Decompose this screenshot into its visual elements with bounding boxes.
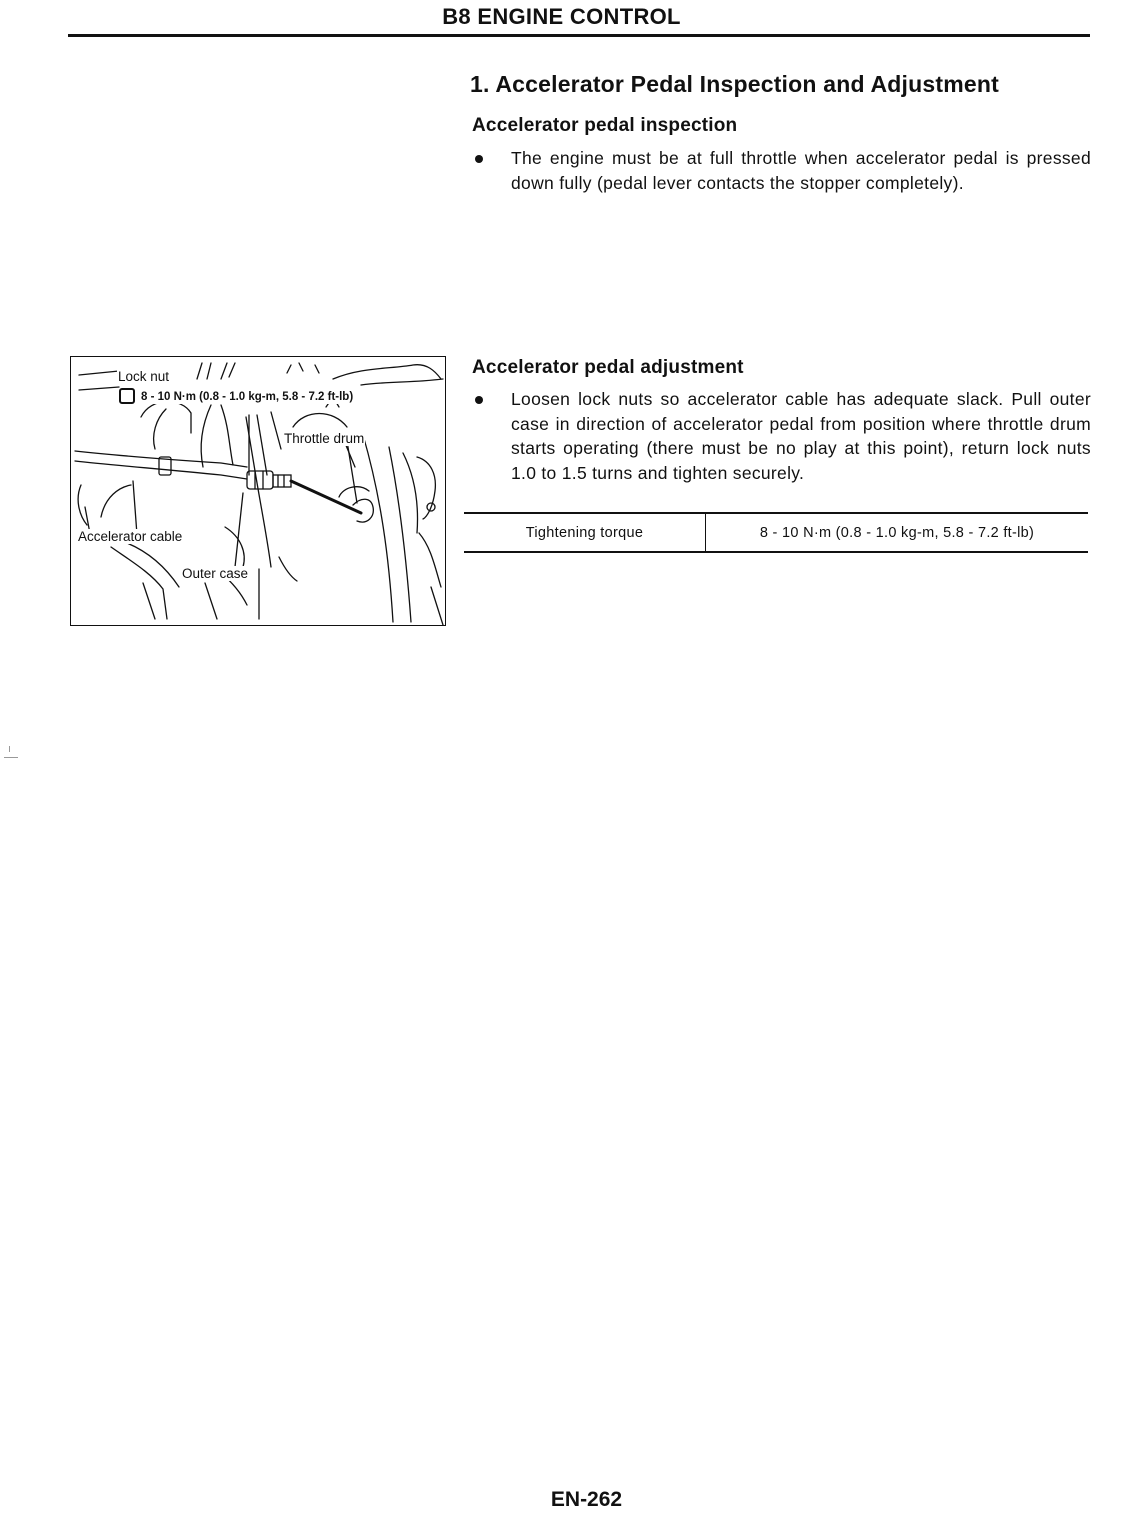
adjustment-heading: Accelerator pedal adjustment bbox=[472, 357, 744, 378]
torque-wrench-icon bbox=[119, 388, 135, 404]
inspection-heading: Accelerator pedal inspection bbox=[472, 115, 738, 136]
inspection-text: The engine must be at full throttle when accelerator pedal is pressed down fully (pedal lever contacts the stopper completely). bbox=[511, 148, 1091, 193]
adjustment-text: Loosen lock nuts so accelerator cable has adequate slack. Pull outer case in direction of accelerator pedal from position where throttle drum starts operating (there must be no play at this point), return lock nuts 1.0 to 1.5 turns and tighten securely. bbox=[511, 389, 1091, 483]
bullet-icon bbox=[475, 155, 483, 163]
header-rule bbox=[68, 34, 1090, 37]
table-row bbox=[464, 513, 1088, 552]
accelerator-cable-label: Accelerator cable bbox=[78, 529, 183, 544]
spec-value: 8 - 10 N·m (0.8 - 1.0 kg-m, 5.8 - 7.2 ft-lb) bbox=[706, 513, 1089, 552]
bullet-icon bbox=[475, 396, 483, 404]
page-number: EN-262 bbox=[550, 1488, 623, 1511]
throttle-drum-label: Throttle drum bbox=[284, 431, 365, 446]
accelerator-cable-figure bbox=[70, 356, 446, 626]
outer-case-label: Outer case bbox=[182, 566, 249, 581]
torque-spec-table bbox=[464, 512, 1088, 553]
page-header-title: B8 ENGINE CONTROL bbox=[442, 4, 681, 29]
spec-label: Tightening torque bbox=[464, 513, 706, 552]
lock-nut-label: Lock nut bbox=[118, 369, 170, 384]
scan-mark bbox=[4, 757, 18, 758]
figure-torque-label: 8 - 10 N·m (0.8 - 1.0 kg-m, 5.8 - 7.2 ft-lb) bbox=[141, 391, 354, 403]
section-title: 1. Accelerator Pedal Inspection and Adjustment bbox=[470, 71, 999, 97]
scan-mark bbox=[9, 746, 10, 752]
